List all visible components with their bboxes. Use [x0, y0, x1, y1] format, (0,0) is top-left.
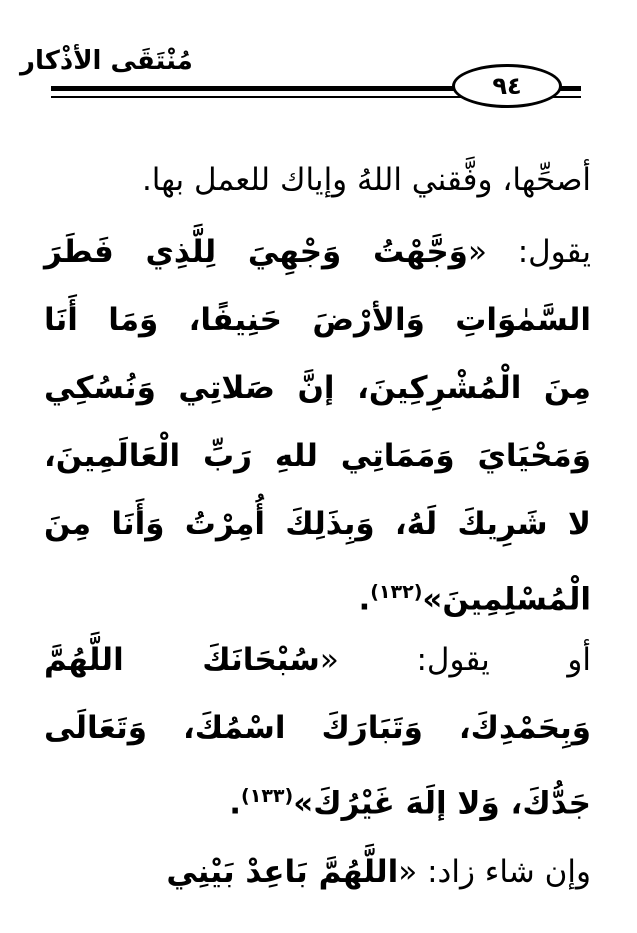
text-line-3-quote: السَّمٰوَاتِ وَالأرْضَ حَنِيفًا، وَمَا أَنَا [44, 302, 591, 338]
book-title: مُنْتَقَى الأذْكار [20, 46, 193, 76]
footnote-ref-133: (١٣٣) [241, 785, 294, 807]
text-line-5-quote: وَمَحْيَايَ وَمَمَاتِي للهِ رَبِّ الْعَالَمِينَ، [44, 438, 591, 474]
text-line-7-quote: الْمُسْلِمِينَ» [422, 581, 591, 618]
text-line-2-lead: يقول: « [467, 234, 591, 270]
text-line-8-quote: سُبْحَانَكَ اللَّهُمَّ [44, 642, 320, 678]
text-line-1-lead: أصحِّها، وفَّقني اللهُ وإياك للعمل بها. [141, 162, 591, 198]
text-line-8-lead: أو يقول: « [319, 642, 591, 678]
text-line-2-quote: وَجَّهْتُ وَجْهِيَ لِلَّذِي فَطَرَ [44, 234, 468, 270]
text-line-10-tail: . [229, 785, 242, 822]
text-line-7-tail: . [358, 581, 371, 618]
text-line-11-lead: وإن شاء زاد: « [398, 854, 591, 890]
text-line-11-quote: اللَّهُمَّ بَاعِدْ بَيْنِي [166, 854, 399, 890]
text-line-9-quote: وَبِحَمْدِكَ، وَتَبَارَكَ اسْمُكَ، وَتَعَالَى [44, 710, 591, 746]
text-line-11 [166, 842, 591, 902]
text-line-6 [44, 494, 591, 554]
text-line-1 [142, 150, 591, 210]
text-line-8 [44, 630, 591, 690]
page-number: ٩٤ [492, 72, 522, 100]
text-line-7 [358, 562, 591, 622]
text-line-10 [229, 766, 591, 826]
text-line-6-quote: لا شَرِيكَ لَهُ، وَبِذَلِكَ أُمِرْتُ وَأَنَا مِنَ [44, 506, 591, 542]
footnote-ref-132: (١٣٢) [370, 581, 423, 603]
text-line-4 [44, 358, 591, 418]
text-line-9 [44, 698, 591, 758]
text-line-4-quote: مِنَ الْمُشْرِكِينَ، إنَّ صَلاتِي وَنُسُكِي [44, 370, 591, 406]
text-line-5 [44, 426, 591, 486]
text-line-2 [44, 222, 591, 282]
text-line-10-quote: جَدُّكَ، وَلا إلَهَ غَيْرُكَ» [293, 785, 591, 822]
text-line-3 [44, 290, 591, 350]
